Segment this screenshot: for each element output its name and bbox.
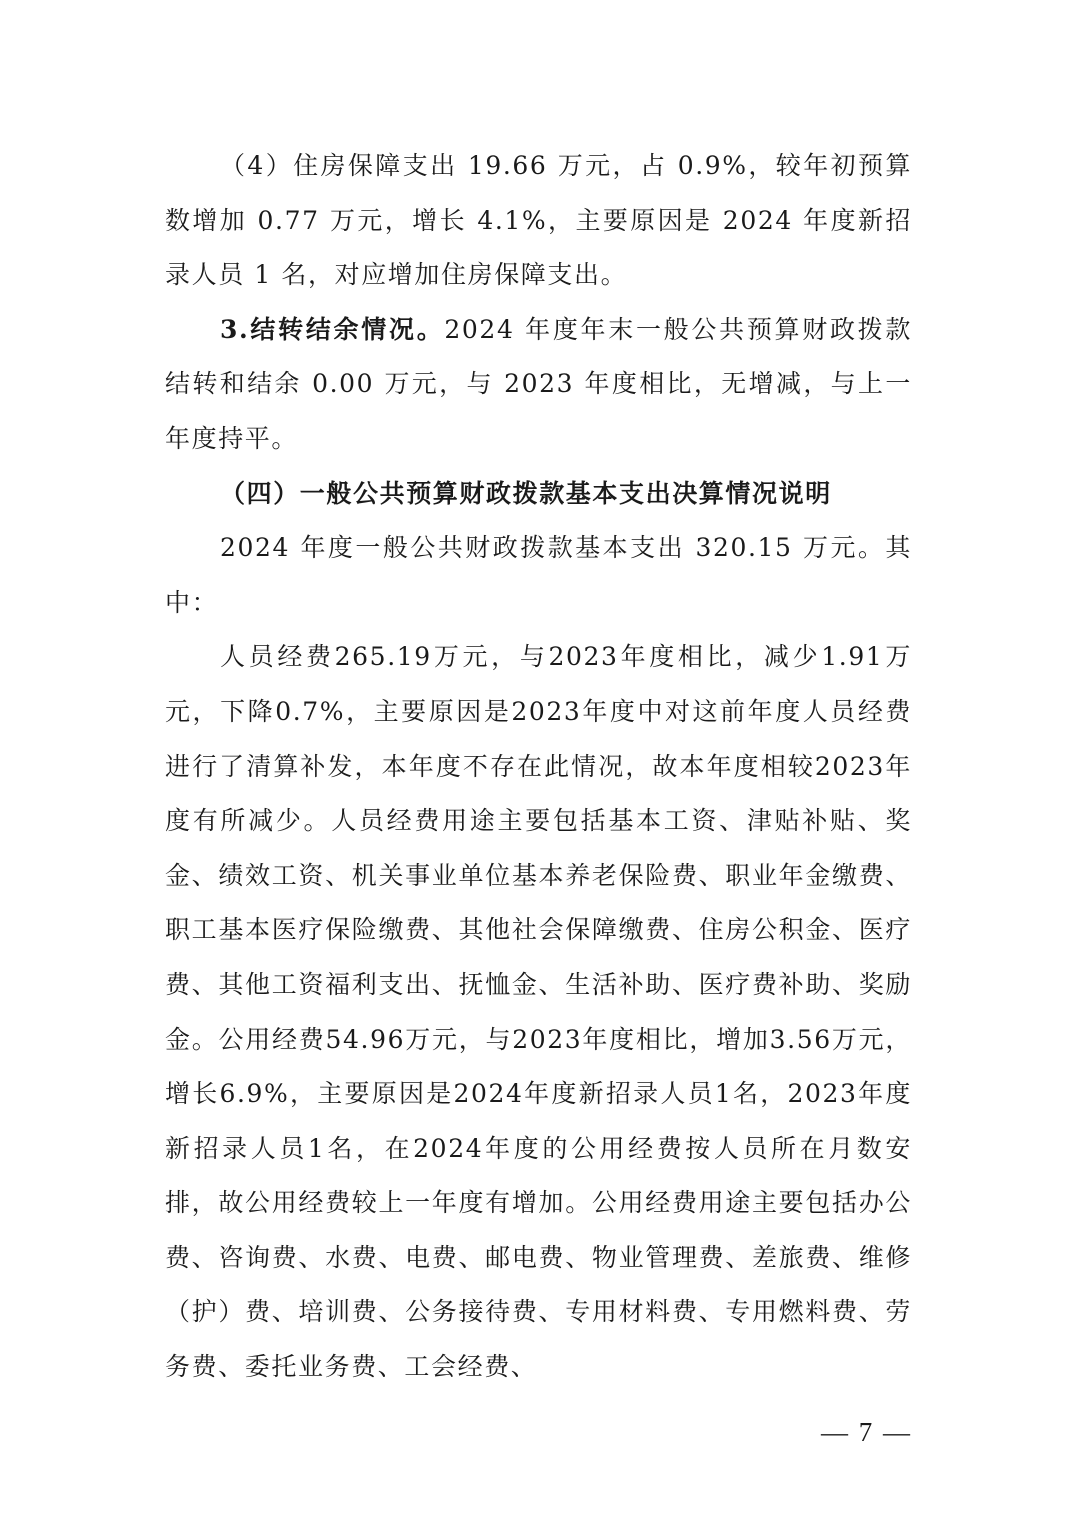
paragraph-text: 人员经费265.19万元，与2023年度相比，减少1.91万元，下降0.7%，主要原因是2023年度中对这前年度人员经费进行了清算补发，本年度不存在此情况，故本年度相较2023年度有所减少。人员经费用途主要包括基本工资、津贴补贴、奖金、绩效工资、机关事业单位基本养老保险费、职业年金缴费、职工基本医疗保险缴费、其他社会保障缴费、住房公积金、医疗费、其他工资福利支出、抚恤金、生活补助、医疗费补助、奖励金。公用经费54.96万元，与2023年度相比，增加3.56万元，增长6.9%，主要原因是2024年度新招录人员1名，2023年度新招录人员1名，在2024年度的公用经费按人员所在月数安排，故公用经费较上一年度有增加。公用经费用途主要包括办公费、咨询费、水费、电费、邮电费、物业管理费、差旅费、维修（护）费、培训费、公务接待费、专用材料费、专用燃料费、劳务费、委托业务费、工会经费、: [165, 642, 912, 1382]
paragraph-lead-heading: 3.结转结余情况。: [220, 314, 445, 344]
paragraph-text: 2024 年度一般公共财政拨款基本支出 320.15 万元。其中：: [165, 533, 912, 617]
paragraph-carryover-balance: [165, 303, 912, 467]
paragraph-text: （4）住房保障支出 19.66 万元，占 0.9%，较年初预算数增加 0.77 万元，增长 4.1%，主要原因是 2024 年度新招录人员 1 名，对应增加住房保障支出。: [165, 151, 912, 290]
paragraph-basic-expenditure-total: [165, 521, 912, 630]
paragraph-housing-expenditure: [165, 139, 912, 303]
paragraph-text: 2024 年度年末一般公共预算财政拨款结转和结余 0.00 万元，与 2023 年度相比，无增减，与上一年度持平。: [165, 314, 912, 453]
section-heading: （四）一般公共预算财政拨款基本支出决算情况说明: [220, 478, 832, 508]
page-number: — 7 —: [821, 1417, 912, 1447]
paragraph-personnel-and-public-expenses: [165, 630, 912, 1394]
